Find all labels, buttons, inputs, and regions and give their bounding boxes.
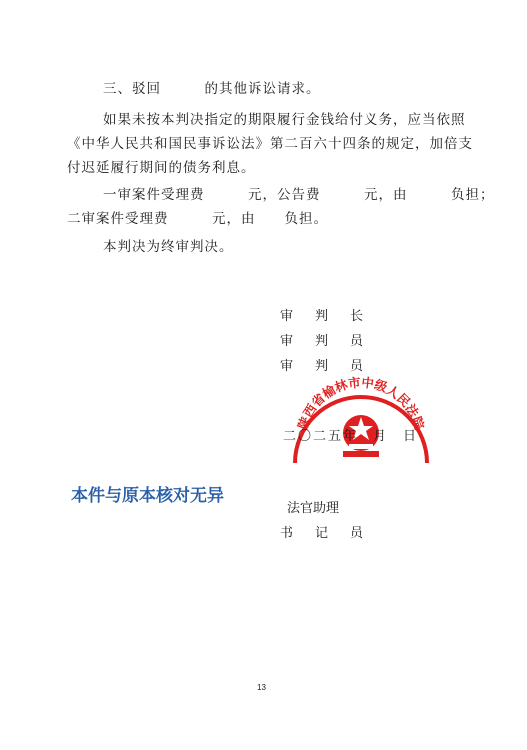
judge-label-1 [280, 330, 363, 349]
judgment-date: 二〇二五年 月 日 [283, 429, 419, 444]
final-judgment-statement: 本判决为终审判决。 [103, 239, 234, 255]
sig-char: 员 [350, 334, 364, 349]
page-number: 13 [257, 683, 266, 692]
default-clause-line-2: 《中华人民共和国民事诉讼法》第二百六十四条的规定，加倍支 [67, 136, 473, 152]
sig-char: 判 [315, 309, 329, 324]
court-seal [287, 365, 435, 477]
sig-char: 审 [280, 359, 294, 374]
fees-line-1: 一审案件受理费 元，公告费 元，由 负担； [103, 187, 495, 203]
judicial-assistant-label [287, 497, 339, 516]
sig-char: 记 [315, 526, 329, 541]
judgment-item-3: 三、驳回 的其他诉讼请求。 [103, 81, 321, 97]
sig-char: 长 [350, 309, 364, 324]
clerk-label [280, 522, 363, 541]
sig-char: 理 [326, 501, 340, 516]
verification-stamp: 本件与原本核对无异 [71, 486, 224, 506]
fees-line-2: 二审案件受理费 元，由 负担。 [67, 211, 328, 227]
seal-text-path: 陕西省榆林市中级人民法院 [294, 374, 428, 432]
judge-label-2 [280, 355, 363, 374]
sig-char: 员 [350, 526, 364, 541]
sig-char: 员 [350, 359, 364, 374]
sig-char: 官 [300, 501, 314, 516]
default-clause-line-3: 付迟延履行期间的债务利息。 [67, 160, 256, 176]
sig-char: 法 [287, 501, 301, 516]
default-clause-line-1: 如果未按本判决指定的期限履行金钱给付义务，应当依照 [103, 112, 466, 128]
sig-char: 助 [313, 501, 327, 516]
sig-char: 审 [280, 334, 294, 349]
sig-char: 书 [280, 526, 294, 541]
sig-char: 判 [315, 359, 329, 374]
sig-char: 审 [280, 309, 294, 324]
sig-char: 判 [315, 334, 329, 349]
presiding-judge-label [280, 305, 363, 324]
